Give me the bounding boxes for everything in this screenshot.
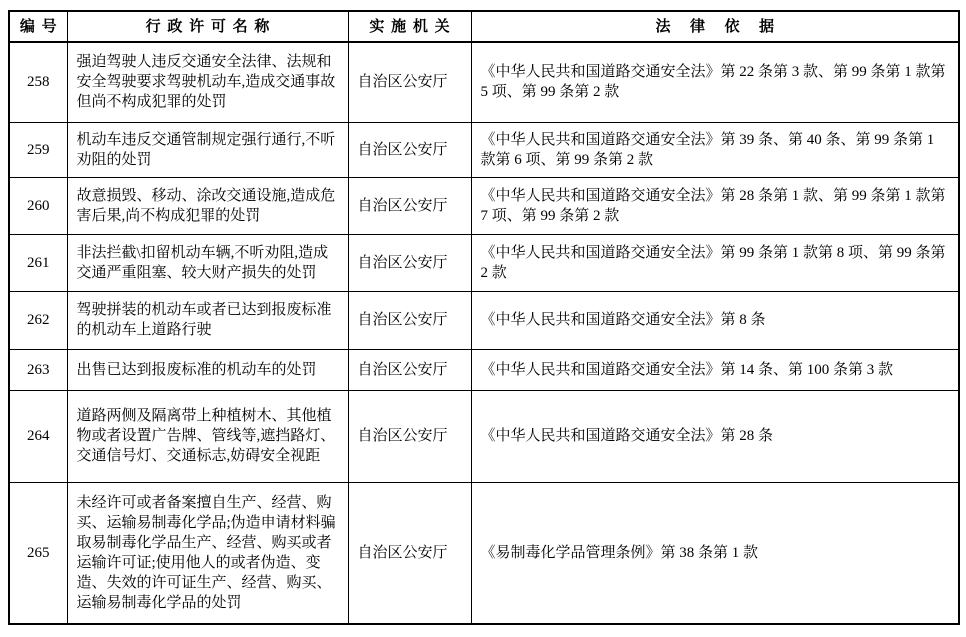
permit-name-cell: 驾驶拼装的机动车或者已达到报废标准的机动车上道路行驶 xyxy=(67,291,348,349)
legal-basis-cell: 《中华人民共和国道路交通安全法》第 39 条、第 40 条、第 99 条第 1 款第 6 项、第 99 条第 2 款 xyxy=(471,122,959,177)
legal-basis-cell: 《中华人民共和国道路交通安全法》第 28 条 xyxy=(471,390,959,482)
agency-cell: 自治区公安厅 xyxy=(348,482,471,624)
legal-basis-cell: 《中华人民共和国道路交通安全法》第 14 条、第 100 条第 3 款 xyxy=(471,349,959,390)
header-legal-basis: 法律依据 xyxy=(471,11,959,42)
legal-basis-cell: 《中华人民共和国道路交通安全法》第 99 条第 1 款第 8 项、第 99 条第 2 款 xyxy=(471,234,959,291)
row-id-cell: 265 xyxy=(9,482,67,624)
agency-cell: 自治区公安厅 xyxy=(348,122,471,177)
permit-name-cell: 非法拦截\扣留机动车辆,不听劝阻,造成交通严重阻塞、较大财产损失的处罚 xyxy=(67,234,348,291)
header-id: 编号 xyxy=(9,11,67,42)
table-row xyxy=(9,122,959,177)
row-id-cell: 259 xyxy=(9,122,67,177)
table-row xyxy=(9,390,959,482)
agency-cell: 自治区公安厅 xyxy=(348,349,471,390)
header-permit-name: 行政许可名称 xyxy=(67,11,348,42)
table-row xyxy=(9,234,959,291)
table-row xyxy=(9,177,959,234)
row-id-cell: 260 xyxy=(9,177,67,234)
permit-name-cell: 未经许可或者备案擅自生产、经营、购买、运输易制毒化学品;伪造申请材料骗取易制毒化学品生产、经营、购买或者运输许可证;使用他人的或者伪造、变造、失效的许可证生产、经营、购买、运输易制毒化学品的处罚 xyxy=(67,482,348,624)
agency-cell: 自治区公安厅 xyxy=(348,390,471,482)
permit-name-cell: 道路两侧及隔离带上种植树木、其他植物或者设置广告牌、管线等,遮挡路灯、交通信号灯、交通标志,妨碍安全视距 xyxy=(67,390,348,482)
permit-name-cell: 出售已达到报废标准的机动车的处罚 xyxy=(67,349,348,390)
table-row xyxy=(9,482,959,624)
table-header-row xyxy=(9,11,959,42)
table-row xyxy=(9,291,959,349)
agency-cell: 自治区公安厅 xyxy=(348,42,471,122)
agency-cell: 自治区公安厅 xyxy=(348,291,471,349)
header-agency: 实施机关 xyxy=(348,11,471,42)
permit-name-cell: 机动车违反交通管制规定强行通行,不听劝阻的处罚 xyxy=(67,122,348,177)
row-id-cell: 261 xyxy=(9,234,67,291)
row-id-cell: 258 xyxy=(9,42,67,122)
legal-basis-cell: 《中华人民共和国道路交通安全法》第 28 条第 1 款、第 99 条第 1 款第 7 项、第 99 条第 2 款 xyxy=(471,177,959,234)
legal-basis-cell: 《易制毒化学品管理条例》第 38 条第 1 款 xyxy=(471,482,959,624)
permit-name-cell: 强迫驾驶人违反交通安全法律、法规和安全驾驶要求驾驶机动车,造成交通事故但尚不构成犯罪的处罚 xyxy=(67,42,348,122)
legal-basis-cell: 《中华人民共和国道路交通安全法》第 22 条第 3 款、第 99 条第 1 款第 5 项、第 99 条第 2 款 xyxy=(471,42,959,122)
agency-cell: 自治区公安厅 xyxy=(348,234,471,291)
table-row xyxy=(9,42,959,122)
agency-cell: 自治区公安厅 xyxy=(348,177,471,234)
admin-permits-table xyxy=(8,10,960,625)
legal-basis-cell: 《中华人民共和国道路交通安全法》第 8 条 xyxy=(471,291,959,349)
row-id-cell: 262 xyxy=(9,291,67,349)
row-id-cell: 263 xyxy=(9,349,67,390)
row-id-cell: 264 xyxy=(9,390,67,482)
table-row xyxy=(9,349,959,390)
permit-name-cell: 故意损毁、移动、涂改交通设施,造成危害后果,尚不构成犯罪的处罚 xyxy=(67,177,348,234)
